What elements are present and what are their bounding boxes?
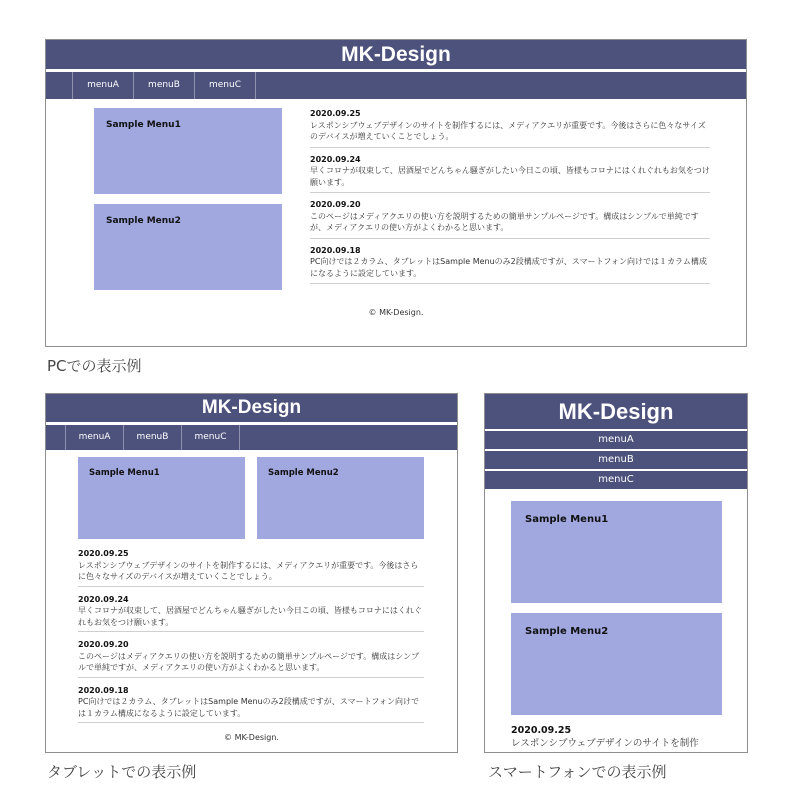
nav-item-menua[interactable]: menuA <box>485 431 747 449</box>
site-footer: © MK-Design. <box>368 308 424 317</box>
nav-item-menuc[interactable]: menuC <box>195 72 256 99</box>
news-text: このページはメディアクエリの使い方を説明するための簡単サンプルページです。構成はシンプルで単純ですが、メディアクエリの使い方がよくわかると思います。 <box>78 651 420 672</box>
news-date: 2020.09.24 <box>78 594 129 604</box>
news-date: 2020.09.20 <box>78 640 129 649</box>
tablet-preview <box>45 393 458 753</box>
sample-menu2-box[interactable]: Sample Menu2 <box>257 457 424 539</box>
caption-smartphone: スマートフォンでの表示例 <box>488 763 667 781</box>
news-item <box>310 106 710 148</box>
site-footer: © MK-Design. <box>224 733 279 742</box>
nav-bar <box>46 425 457 450</box>
news-date: 2020.09.24 <box>310 154 361 164</box>
sample-menu1-box[interactable]: Sample Menu1 <box>94 108 282 194</box>
news-item <box>78 684 424 724</box>
nav-item-menuc[interactable]: menuC <box>182 425 240 450</box>
news-date: 2020.09.25 <box>310 109 361 118</box>
smartphone-preview <box>484 393 748 753</box>
nav-item-menub[interactable]: menuB <box>485 451 747 469</box>
news-text: 早くコロナが収束して、居酒屋でどんちゃん騒ぎがしたい今日この頃、皆様もコロナにはくれぐれもお気をつけ願います。 <box>310 166 710 187</box>
news-item <box>310 243 710 285</box>
nav-item-menuc[interactable]: menuC <box>485 471 747 489</box>
news-text: PC向けでは２カラム、タブレットはSample Menuのみ2段構成ですが、スマートフォン向けでは１カラム構成になるように設定しています。 <box>310 257 707 278</box>
nav-item-menub[interactable]: menuB <box>134 72 195 99</box>
news-item <box>78 638 424 678</box>
site-header: MK-Design <box>46 40 746 69</box>
sample-menu1-box[interactable]: Sample Menu1 <box>511 501 722 603</box>
nav-item-menub[interactable]: menuB <box>124 425 182 450</box>
nav-spacer <box>46 72 73 99</box>
news-text: レスポンシブウェブデザインのサイトを制作 <box>511 738 699 749</box>
nav-bar <box>485 431 747 489</box>
nav-spacer <box>46 425 66 450</box>
nav-item-menua[interactable]: menuA <box>66 425 124 450</box>
pc-preview <box>45 39 747 347</box>
news-item <box>78 547 424 587</box>
news-item <box>310 152 710 194</box>
sample-menu2-box[interactable]: Sample Menu2 <box>94 204 282 290</box>
news-text: PC向けでは２カラム、タブレットはSample Menuのみ2段構成ですが、スマートフォン向けでは１カラム構成になるように設定しています。 <box>78 697 419 718</box>
nav-item-menua[interactable]: menuA <box>73 72 134 99</box>
news-text: レスポンシブウェブデザインのサイトを制作するには、メディアクエリが重要です。今後はさらに色々なサイズのデバイスが増えていくことでしょう。 <box>78 560 419 581</box>
site-header: MK-Design <box>485 394 747 429</box>
news-list <box>511 724 722 750</box>
news-date: 2020.09.20 <box>310 200 361 209</box>
caption-pc: PCでの表示例 <box>47 357 142 375</box>
news-date: 2020.09.25 <box>78 549 129 558</box>
news-item <box>310 197 710 239</box>
nav-bar <box>46 72 746 99</box>
sample-menu1-box[interactable]: Sample Menu1 <box>78 457 245 539</box>
news-date: 2020.09.25 <box>511 725 572 736</box>
news-date: 2020.09.18 <box>78 685 129 695</box>
news-list <box>78 547 424 729</box>
news-text: 早くコロナが収束して、居酒屋でどんちゃん騒ぎがしたい今日この頃、皆様もコロナにはくれぐれもお気をつけ願います。 <box>78 606 422 627</box>
news-list <box>310 106 710 288</box>
news-item <box>78 593 424 633</box>
news-text: このページはメディアクエリの使い方を説明するための簡単サンプルページです。構成はシンプルで単純ですが、メディアクエリの使い方がよくわかると思います。 <box>310 211 699 232</box>
news-text: レスポンシブウェブデザインのサイトを制作するには、メディアクエリが重要です。今後はさらに色々なサイズのデバイスが増えていくことでしょう。 <box>310 120 706 141</box>
sample-menu2-box[interactable]: Sample Menu2 <box>511 613 722 715</box>
news-date: 2020.09.18 <box>310 245 361 255</box>
caption-tablet: タブレットでの表示例 <box>47 763 197 781</box>
site-header: MK-Design <box>46 394 457 422</box>
